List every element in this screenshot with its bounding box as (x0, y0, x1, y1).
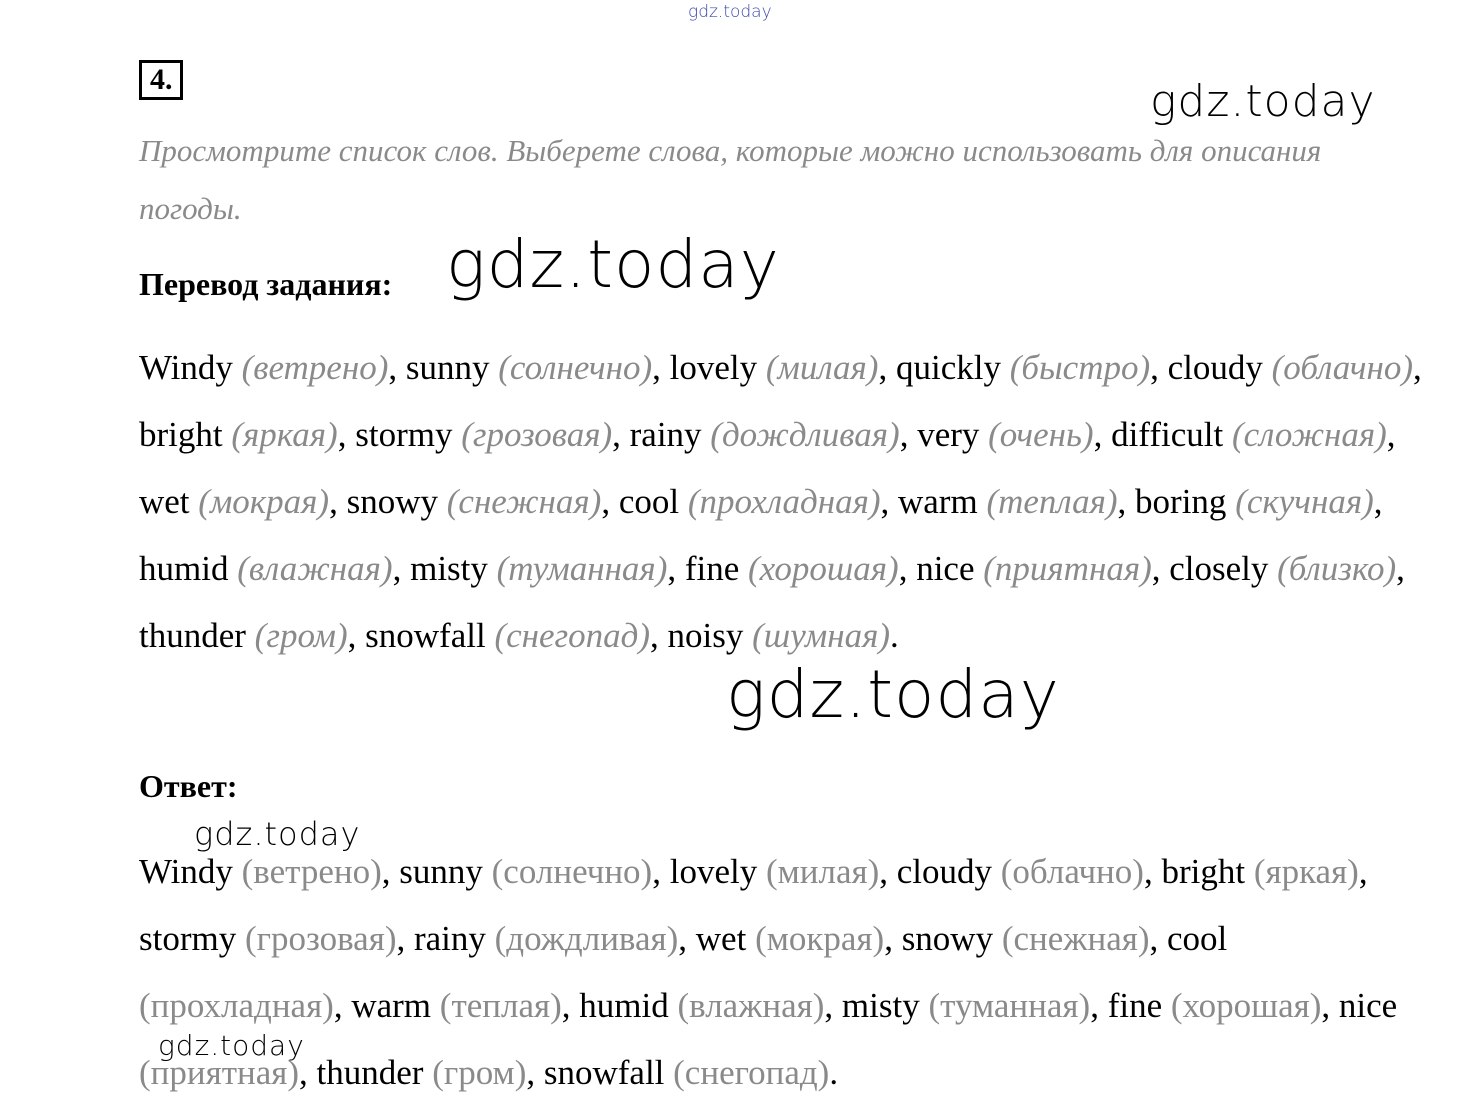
word-en: bright (139, 415, 223, 454)
watermark: gdz.today (726, 656, 1060, 733)
word-translation: (снежная) (446, 482, 602, 521)
task-word-list: Windy (ветрено), sunny (солнечно), lovely (милая), quickly (быстро), cloudy (облачно), bright (яркая), stormy (грозовая), rainy (дождливая), very (очень), difficult (сложная), wet (мокрая), snowy (снежная), cool (прохладная), warm (теплая), boring (скучная), humid (влажная), misty (туманная), fine (хорошая), nice (приятная), closely (близко), thunder (гром), snowfall (снегопад), noisy (шумная). (139, 348, 1422, 655)
word-translation: (солнечно) (491, 852, 653, 891)
word-en: noisy (667, 616, 744, 655)
word-translation: (теплая) (439, 986, 562, 1025)
watermark: gdz.today (194, 815, 361, 853)
word-translation: (быстро) (1009, 348, 1151, 387)
watermark: gdz.today (1150, 76, 1376, 127)
word-en: difficult (1111, 415, 1224, 454)
word-en: closely (1169, 549, 1269, 588)
word-translation: (солнечно) (498, 348, 653, 387)
word-translation: (теплая) (986, 482, 1118, 521)
word-translation: (ветрено) (241, 852, 382, 891)
word-en: boring (1135, 482, 1227, 521)
word-translation: (туманная) (928, 986, 1091, 1025)
word-en: sunny (399, 852, 483, 891)
word-translation: (грозовая) (244, 919, 397, 958)
word-translation: (влажная) (677, 986, 825, 1025)
translation-heading: Перевод задания: (139, 266, 393, 302)
word-en: misty (410, 549, 488, 588)
word-en: cloudy (896, 852, 993, 891)
word-en: cloudy (1167, 348, 1263, 387)
word-en: lovely (669, 348, 758, 387)
watermark: gdz.today (158, 1029, 305, 1062)
word-en: stormy (139, 919, 237, 958)
word-translation: (очень) (988, 415, 1094, 454)
word-en: misty (841, 986, 920, 1025)
task-number: 4. (139, 60, 183, 100)
word-en: cool (1167, 919, 1228, 958)
word-translation: (облачно) (1271, 348, 1414, 387)
word-en: cool (618, 482, 680, 521)
word-translation: (хорошая) (1170, 986, 1322, 1025)
word-translation: (прохладная) (139, 986, 334, 1025)
word-translation: (туманная) (496, 549, 668, 588)
word-en: Windy (139, 348, 233, 387)
word-en: warm (898, 482, 978, 521)
word-translation: (ветрено) (241, 348, 389, 387)
word-translation: (дождливая) (494, 919, 679, 958)
word-translation: (скучная) (1235, 482, 1374, 521)
word-translation: (влажная) (237, 549, 393, 588)
word-translation: (приятная) (983, 549, 1152, 588)
word-translation: (грозовая) (461, 415, 613, 454)
word-en: thunder (316, 1053, 424, 1092)
word-translation: (мокрая) (755, 919, 885, 958)
answer-word-list: Windy (ветрено), sunny (солнечно), lovely (милая), cloudy (облачно), bright (яркая), stormy (грозовая), rainy (дождливая), wet (мокрая), snowy (снежная), cool (прохладная), warm (теплая), humid (влажная), misty (туманная), fine (хорошая), nice (приятная), thunder (гром), snowfall (снегопад). (139, 852, 1398, 1092)
word-en: fine (1107, 986, 1163, 1025)
word-en: snowy (901, 919, 994, 958)
word-translation: (облачно) (1000, 852, 1144, 891)
word-translation: (милая) (765, 348, 879, 387)
word-en: rainy (413, 919, 486, 958)
word-translation: (снежная) (1001, 919, 1150, 958)
word-en: fine (684, 549, 740, 588)
word-translation: (сложная) (1231, 415, 1387, 454)
word-en: snowfall (543, 1053, 665, 1092)
word-en: bright (1161, 852, 1246, 891)
word-en: humid (139, 549, 229, 588)
word-translation: (шумная) (752, 616, 891, 655)
word-translation: (мокрая) (198, 482, 330, 521)
word-translation: (яркая) (231, 415, 338, 454)
watermark-top: gdz.today (688, 2, 772, 22)
word-translation: (гром) (254, 616, 348, 655)
word-translation: (гром) (432, 1053, 527, 1092)
word-en: snowfall (365, 616, 486, 655)
task-instruction: Просмотрите список слов. Выберете слова, которые можно использовать для описания погоды. (139, 133, 1322, 226)
word-en: nice (1338, 986, 1398, 1025)
word-translation: (близко) (1277, 549, 1397, 588)
word-translation: (милая) (765, 852, 880, 891)
word-en: wet (139, 482, 190, 521)
word-translation: (яркая) (1253, 852, 1359, 891)
word-en: humid (579, 986, 669, 1025)
word-en: snowy (346, 482, 438, 521)
word-translation: (снегопад) (494, 616, 651, 655)
word-en: sunny (405, 348, 490, 387)
word-en: very (917, 415, 980, 454)
word-en: wet (695, 919, 747, 958)
word-translation: (хорошая) (748, 549, 899, 588)
word-translation: (дождливая) (710, 415, 900, 454)
watermark: gdz.today (446, 226, 780, 303)
word-en: nice (916, 549, 975, 588)
word-translation: (прохладная) (687, 482, 881, 521)
word-en: lovely (669, 852, 758, 891)
word-en: quickly (895, 348, 1001, 387)
word-en: Windy (139, 852, 233, 891)
answer-heading: Ответ: (139, 768, 238, 804)
word-en: thunder (139, 616, 246, 655)
word-translation: (снегопад) (673, 1053, 830, 1092)
word-en: rainy (629, 415, 702, 454)
word-en: stormy (355, 415, 453, 454)
word-en: warm (351, 986, 432, 1025)
word-translation: (приятная) (139, 1053, 300, 1092)
